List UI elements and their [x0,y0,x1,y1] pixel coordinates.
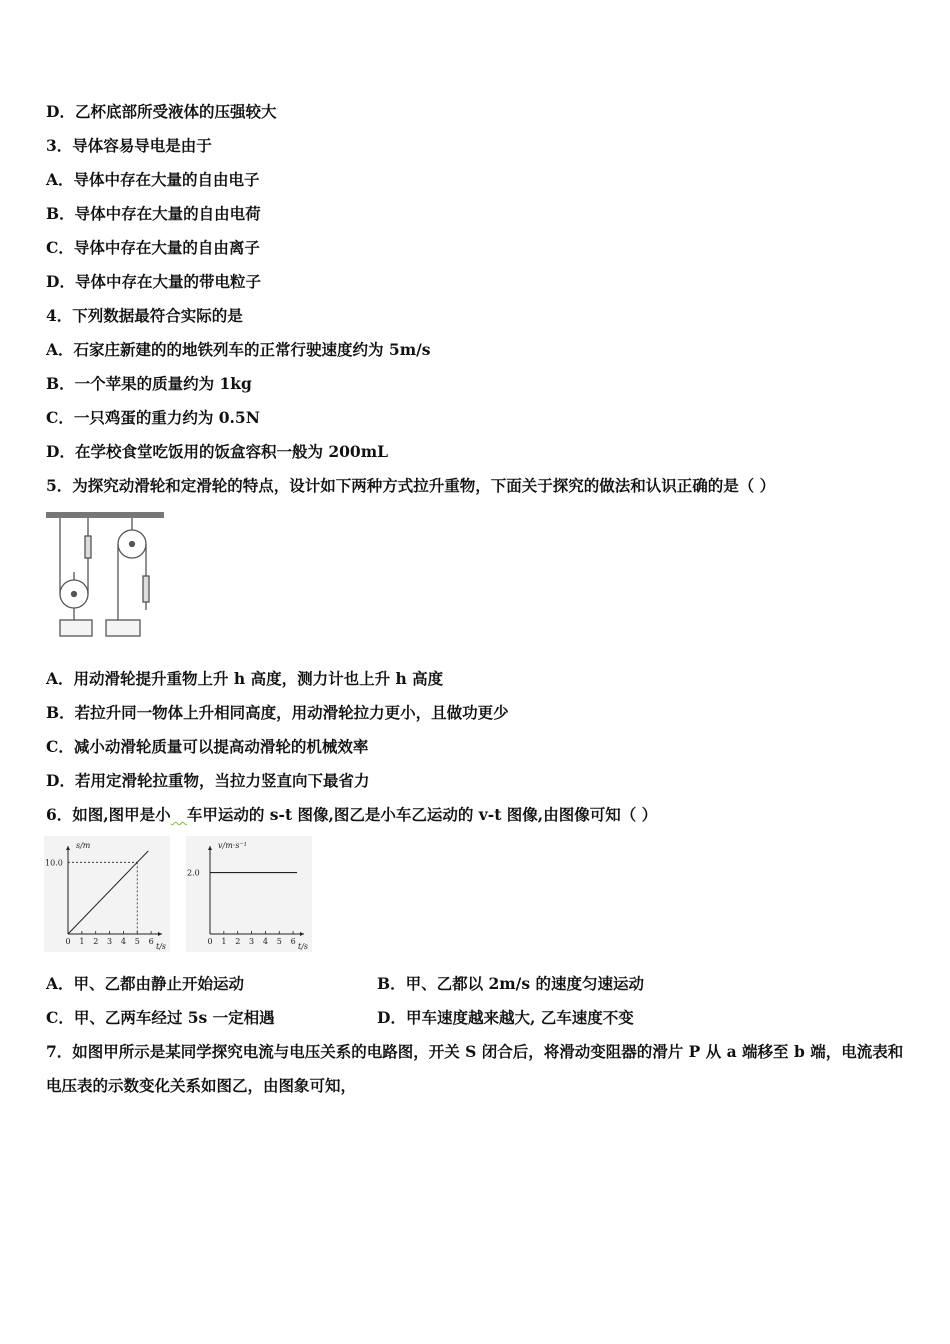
q4-option-a: A．石家庄新建的的地铁列车的正常行驶速度约为 5m/s [46,340,431,359]
x-tick-label: 5 [276,937,282,946]
q6-option-d: D．甲车速度越来越大, 乙车速度不变 [377,1008,634,1027]
ceiling-beam [46,512,164,518]
q6-option-c: C．甲、乙两车经过 5s 一定相遇 [46,1008,275,1027]
q5-option-a: A．用动滑轮提升重物上升 h 高度，测力计也上升 h 高度 [46,669,444,688]
y-tick-label: 10.0 [45,858,63,868]
y-tick-label: 2.0 [187,868,200,878]
q6-stem [46,805,657,825]
x-tick-label: 3 [249,937,255,946]
x-tick-label: 0 [207,937,213,946]
q6-squiggle-mark [171,805,187,824]
q3-option-a: A．导体中存在大量的自由电子 [46,170,260,189]
q7-stem: 7．如图甲所示是某同学探究电流与电压关系的电路图，开关 S 闭合后，将滑动变阻器的滑片 P 从 a 端移至 b 端，电流表和电压表的示数变化关系如图乙，由图象可知， [46,1042,904,1095]
x-tick-label: 2 [93,937,99,946]
q3-option-c: C．导体中存在大量的自由离子 [46,238,260,257]
chart-background [186,836,312,952]
q5-option-c: C．减小动滑轮质量可以提高动滑轮的机械效率 [46,737,369,756]
q4-option-d: D．在学校食堂吃饭用的饭盒容积一般为 200mL [46,442,388,461]
x-tick-label: 1 [79,937,85,946]
q5-stem: 5．为探究动滑轮和定滑轮的特点，设计如下两种方式拉升重物，下面关于探究的做法和认识正确的是（ ） [46,476,776,495]
x-tick-label: 5 [134,937,140,946]
x-axis-label: t/s [156,942,167,951]
x-tick-label: 4 [120,937,126,946]
q3-option-b: B．导体中存在大量的自由电荷 [46,204,261,223]
q4-stem: 4．下列数据最符合实际的是 [46,306,243,325]
q3-option-d: D．导体中存在大量的带电粒子 [46,272,261,291]
x-tick-label: 6 [290,937,296,946]
q6-stem-part2: 车甲运动的 s-t 图像,图乙是小车乙运动的 v-t 图像,由图像可知（ ） [186,805,658,824]
movable-pulley-setup [60,518,92,636]
q3-stem: 3．导体容易导电是由于 [46,136,212,155]
fixed-pulley-setup [106,518,149,636]
q2-option-d: D．乙杯底部所受液体的压强较大 [46,102,277,121]
y-axis-label: v/m·s⁻¹ [218,841,247,850]
q6-option-b: B．甲、乙都以 2m/s 的速度匀速运动 [377,974,644,993]
x-axis-label: t/s [298,942,309,951]
q5-option-b: B．若拉升同一物体上升相同高度，用动滑轮拉力更小，且做功更少 [46,703,509,722]
chart-v-t [186,836,312,952]
x-tick-label: 1 [221,937,227,946]
x-tick-label: 2 [235,937,241,946]
chart-s-t [44,836,170,952]
q4-option-b: B．一个苹果的质量约为 1kg [46,374,252,393]
x-tick-label: 6 [148,937,154,946]
y-axis-label: s/m [76,841,91,850]
pulley-figure [46,508,166,640]
x-tick-label: 3 [107,937,113,946]
x-tick-label: 0 [65,937,71,946]
x-tick-label: 4 [262,937,268,946]
q6-stem-part1: 6．如图,图甲是小 [46,805,171,824]
q5-option-d: D．若用定滑轮拉重物，当拉力竖直向下最省力 [46,771,370,790]
q4-option-c: C．一只鸡蛋的重力约为 0.5N [46,408,260,427]
q6-option-a: A．甲、乙都由静止开始运动 [46,974,245,993]
